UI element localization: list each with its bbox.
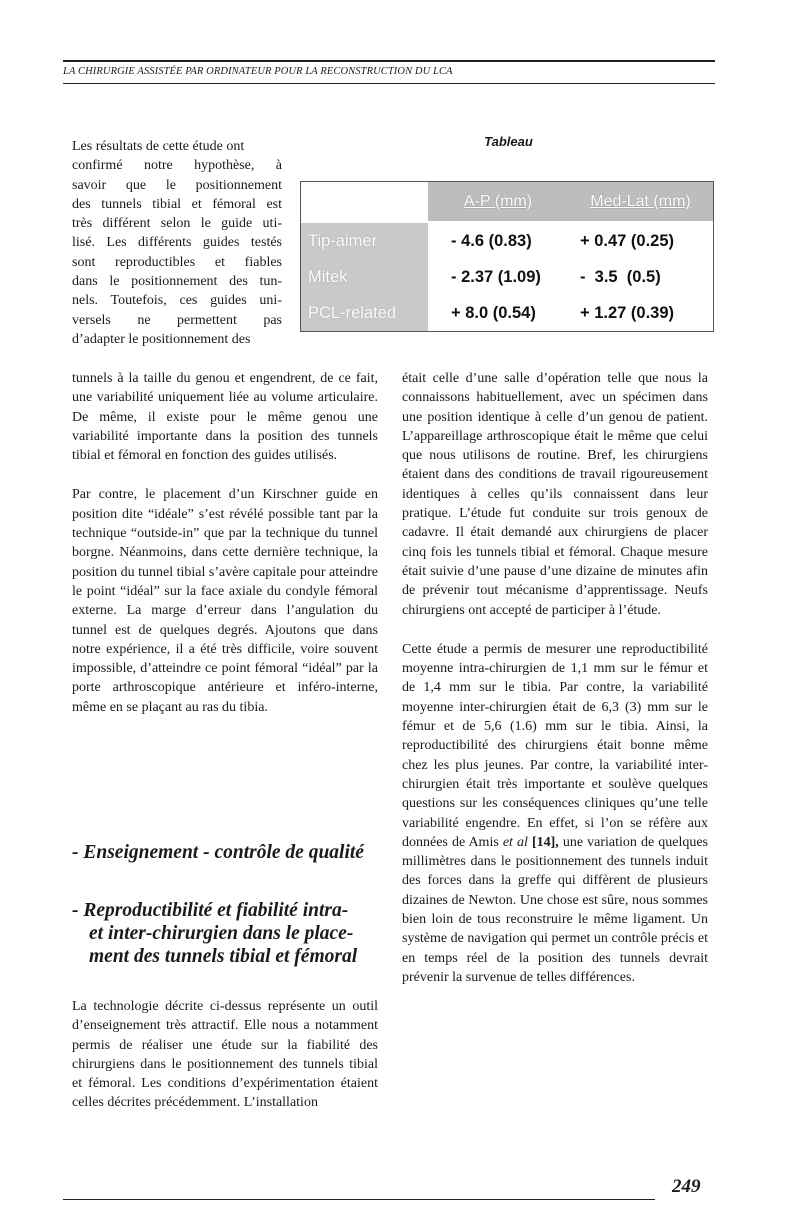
right-paragraph-2 xyxy=(402,640,708,987)
right-column xyxy=(402,369,708,987)
right-paragraph-1: était celle d’une salle d’opération telle que nous la connaissons habituellement, avec un spécimen dans une position identique à celle d’un genou de patient. L’appareillage arthroscopique était le même que celui que nous utilisons de routine. Bref, les chirurgiens étaient dans des conditions de travail rigoureusement identiques à celles qu’ils connaissent dans leur pratique. L’étude fut conduite sur trois genoux de cadavre. Il était demandé aux chirurgiens de placer cinq fois les tunnels tibial et fémoral. Chaque mesure était suivie d’une pause d’une dizaine de minutes afin de prévenir tout mécanisme d’apprentissage. Neufs chirurgiens ont accepté de participer à l’étude. xyxy=(402,371,708,618)
cell-ap: - 4.6 (0.83) xyxy=(451,232,532,250)
data-table xyxy=(300,181,714,332)
text-line: savoir que le positionnement xyxy=(72,177,282,193)
citation-ref: [14], xyxy=(527,834,559,850)
header-bottom-rule xyxy=(63,83,715,84)
cell-ap: - 2.37 (1.09) xyxy=(451,268,541,286)
row-label-pcl-related: PCL-related xyxy=(301,295,428,331)
running-head: LA CHIRURGIE ASSISTÉE PAR ORDINATEUR POUR LA RECONSTRUCTION DU LCA xyxy=(63,66,453,77)
page-number: 249 xyxy=(672,1176,701,1197)
right-paragraph-2-text: Cette étude a permis de mesurer une reproductibilité moyenne intra-chirurgien de 1,1 mm sur le fémur et de 1,4 mm sur le tibia. Par contre, la variabilité moyenne inter-chirurgien était de 6,3 (3) mm sur le fémur et de 5,6 (1.6) mm sur le tibia. Ainsi, la reproductibilité des chirurgiens était bonne même chez les plus jeunes. Par contre, la variabilité inter-chirurgien était très importante et soulève quelques questions sur les conséquences cliniques qu’une telle variabilité engendre. En effet, si l’on se réfère aux données de Amis xyxy=(402,641,708,850)
cell-med-lat: - 3.5 (0.5) xyxy=(580,268,661,286)
left-paragraph-3-wrap xyxy=(72,997,378,1113)
citation-et-al: et al xyxy=(502,834,528,850)
text-line: nels. Toutefois, ces guides uni- xyxy=(72,293,282,309)
left-paragraph-1-top xyxy=(72,137,282,349)
column-header-ap: A-P (mm) xyxy=(463,193,533,210)
row-label-tip-aimer: Tip-aimer xyxy=(301,223,428,259)
footer-rule xyxy=(63,1199,655,1200)
right-paragraph-2-text-cont: une variation de quelques millimètres dans le positionnement des tunnels induit des forces dans la greffe qui diffèrent de plusieurs dizaines de Newton. Une chose est sûre, nous sommes bien loin de tous reconstruire le même ligament. Un système de navigation qui permet un contrôle précis et en temps réel de la position des tunnels devrait prévenir la survenue de telles différences. xyxy=(402,834,708,985)
cell-med-lat: + 1.27 (0.39) xyxy=(580,304,675,322)
text-line: lisé. Les différents guides testés xyxy=(72,235,282,251)
left-paragraph-1-continued: tunnels à la taille du genou et engendrent, de ce fait, une variabilité uniquement liée au volume articulaire. De même, il existe pour le même genou une variabilité importante dans la position des tunnels tibial et fémoral en fonction des guides utilisés. xyxy=(72,371,378,464)
heading-line: ment des tunnels tibial et fémoral xyxy=(89,946,358,967)
cell-med-lat: + 0.47 (0.25) xyxy=(580,232,675,250)
text-line: sont reproductibles et fiables xyxy=(72,254,282,270)
left-paragraph-2: Par contre, le placement d’un Kirschner guide en position dite “idéale” s’est révélé possible tant par la technique “outside-in” que par la technique du tunnel borgne. Néanmoins, dans cette dernière technique, la position du tunnel tibial s’avère capitale pour atteindre le point “idéal” sur la face axiale du condyle fémoral externe. La marge d’erreur dans l’angulation du tunnel est de quelques degrés. Ajoutons que dans notre expérience, il a été très difficile, voire souvent impossible, d’atteindre ce point fémoral “idéal” par la porte arthroscopique antérieure et inféro-interne, même en se plaçant au ras du tibia. xyxy=(72,487,378,715)
cell-ap: + 8.0 (0.54) xyxy=(451,304,536,322)
left-paragraph-3: La technologie décrite ci-dessus représente un outil d’enseignement très attractif. Elle nous a notamment permis de réaliser une étude sur la fiabilité des chirurgiens dans le positionnement des tunnels tibial et fémoral. Les conditions d’expérimentation étaient celles décrites précédemment. L’installation xyxy=(72,999,378,1111)
text-line: très différent selon le guide uti- xyxy=(72,216,282,232)
text-line: Les résultats de cette étude ont xyxy=(72,139,245,154)
left-column xyxy=(72,369,378,717)
table-caption: Tableau xyxy=(484,134,533,149)
column-header-med-lat: Med-Lat (mm) xyxy=(590,193,691,210)
heading-line: - Reproductibilité et fiabilité intra- xyxy=(72,900,349,921)
text-line: dans le positionnement des tun- xyxy=(72,274,282,290)
text-line: versels ne permettent pas xyxy=(72,312,282,328)
text-line: des tunnels tibial et fémoral est xyxy=(72,196,282,212)
section-heading-enseignement: - Enseignement - contrôle de qualité xyxy=(72,842,364,863)
text-line: confirmé notre hypothèse, à xyxy=(72,158,282,174)
row-label-mitek: Mitek xyxy=(301,259,428,295)
subsection-heading-reproductibilite xyxy=(72,899,382,968)
header-top-rule xyxy=(63,60,715,62)
text-line: d’adapter le positionnement des xyxy=(72,331,251,347)
heading-line: et inter-chirurgien dans le place- xyxy=(89,923,354,944)
